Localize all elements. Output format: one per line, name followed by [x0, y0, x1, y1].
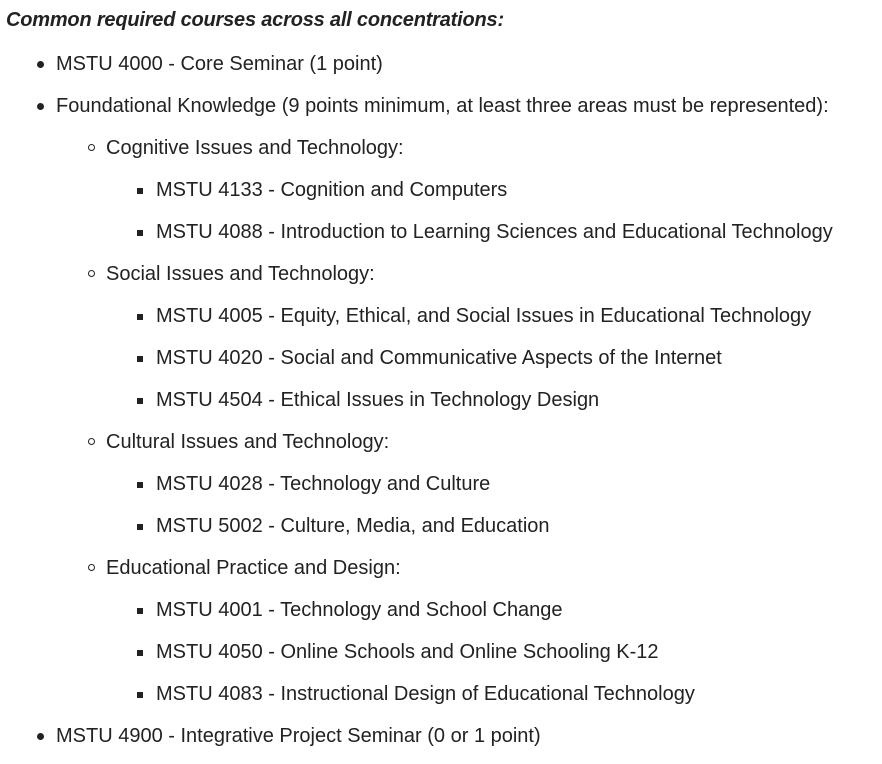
item-label: MSTU 4020 - Social and Communicative Aspects of the Internet — [156, 347, 722, 369]
square-bullet-icon — [137, 692, 143, 698]
item-label: MSTU 5002 - Culture, Media, and Education — [156, 515, 550, 537]
item-label: Educational Practice and Design: — [106, 557, 401, 579]
item-label: MSTU 4050 - Online Schools and Online Schooling K-12 — [156, 641, 659, 663]
list-item-mstu-4050 — [156, 638, 659, 680]
item-label: Social Issues and Technology: — [106, 263, 375, 285]
item-label: MSTU 4005 - Equity, Ethical, and Social Issues in Educational Technology — [156, 305, 812, 327]
list-item-mstu-4900 — [56, 722, 541, 764]
item-label: MSTU 4900 - Integrative Project Seminar (0 or 1 point) — [56, 725, 541, 747]
item-label: MSTU 4028 - Technology and Culture — [156, 473, 491, 495]
list-item-social-issues — [106, 260, 375, 302]
list-item-mstu-4083 — [156, 680, 695, 722]
circle-bullet-icon — [88, 438, 95, 445]
square-bullet-icon — [137, 356, 143, 362]
item-label: Foundational Knowledge (9 points minimum, at least three areas must be represented): — [56, 95, 829, 117]
item-label: MSTU 4088 - Introduction to Learning Sciences and Educational Technology — [156, 221, 833, 243]
circle-bullet-icon — [88, 270, 95, 277]
list-item-mstu-4020 — [156, 344, 722, 386]
disc-bullet-icon — [37, 61, 44, 68]
list-item-core-seminar — [56, 50, 383, 92]
square-bullet-icon — [137, 188, 143, 194]
item-label: MSTU 4001 - Technology and School Change — [156, 599, 563, 621]
disc-bullet-icon — [37, 733, 44, 740]
square-bullet-icon — [137, 398, 143, 404]
item-label: MSTU 4083 - Instructional Design of Educational Technology — [156, 683, 695, 705]
item-label: Cognitive Issues and Technology: — [106, 137, 404, 159]
list-item-mstu-4005 — [156, 302, 811, 344]
list-item-mstu-4504 — [156, 386, 599, 428]
list-item-cognitive-issues — [106, 134, 404, 176]
list-item-mstu-4088 — [156, 218, 833, 260]
square-bullet-icon — [137, 650, 143, 656]
square-bullet-icon — [137, 608, 143, 614]
square-bullet-icon — [137, 482, 143, 488]
circle-bullet-icon — [88, 564, 95, 571]
list-item-foundational-knowledge — [56, 92, 829, 134]
list-item-mstu-5002 — [156, 512, 550, 554]
list-item-mstu-4133 — [156, 176, 507, 218]
section-heading: Common required courses across all concentrations: — [6, 9, 504, 31]
list-item-cultural-issues — [106, 428, 389, 470]
list-item-mstu-4028 — [156, 470, 490, 512]
list-item-mstu-4001 — [156, 596, 563, 638]
item-label: MSTU 4504 - Ethical Issues in Technology Design — [156, 389, 600, 411]
disc-bullet-icon — [37, 103, 44, 110]
item-label: MSTU 4000 - Core Seminar (1 point) — [56, 53, 383, 75]
square-bullet-icon — [137, 524, 143, 530]
list-item-educational-practice — [106, 554, 401, 596]
circle-bullet-icon — [88, 144, 95, 151]
square-bullet-icon — [137, 314, 143, 320]
item-label: Cultural Issues and Technology: — [106, 431, 390, 453]
square-bullet-icon — [137, 230, 143, 236]
item-label: MSTU 4133 - Cognition and Computers — [156, 179, 508, 201]
